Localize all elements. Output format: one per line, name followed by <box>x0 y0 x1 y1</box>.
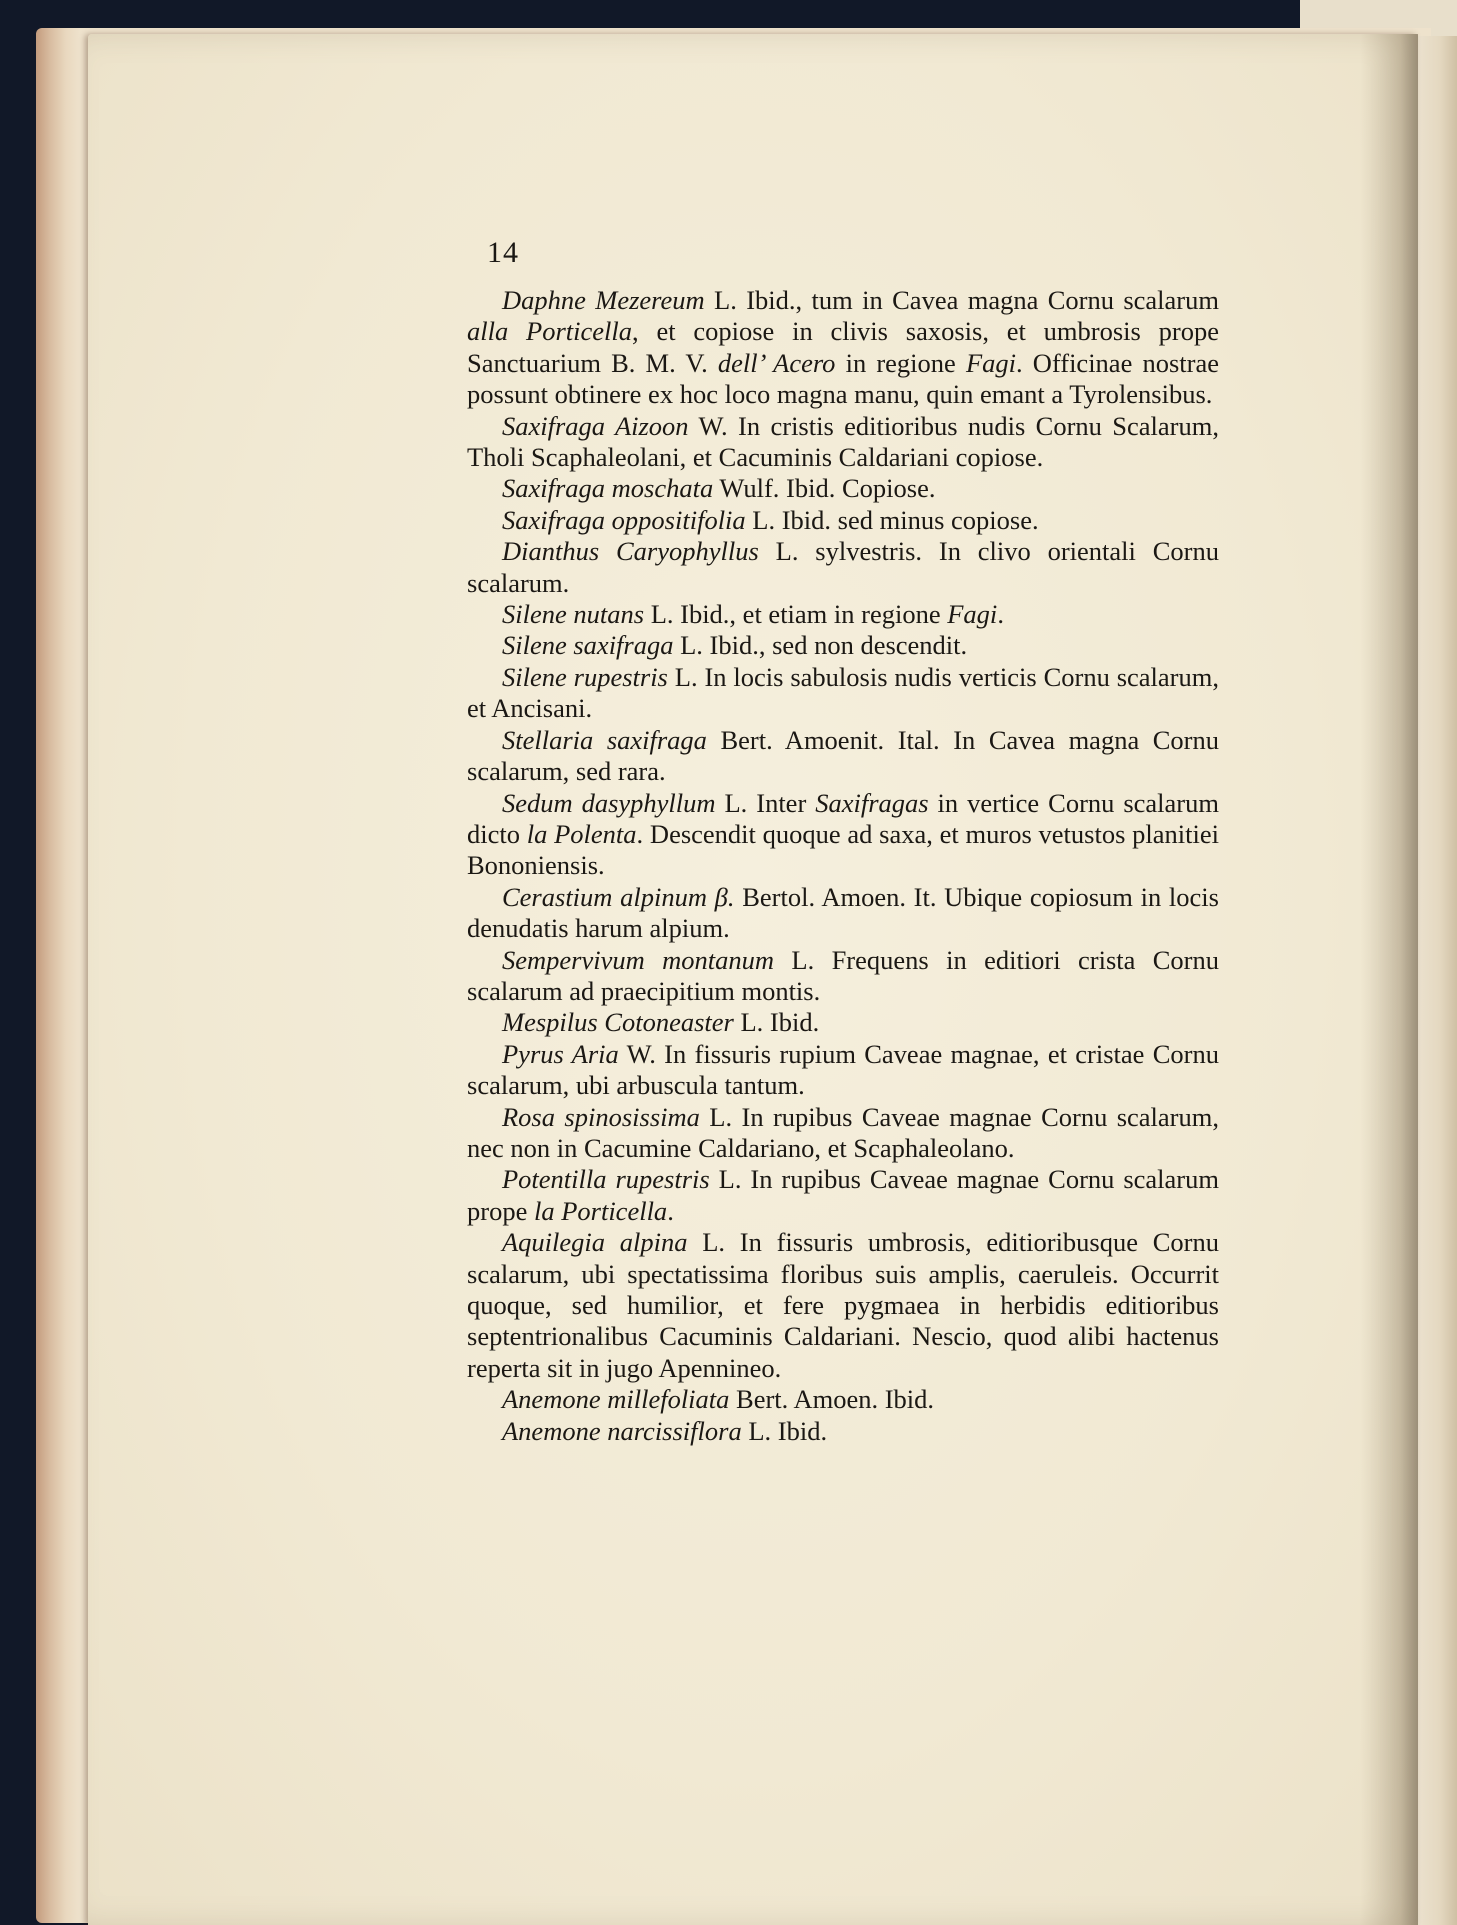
species-name: Saxifraga moschata <box>502 473 714 504</box>
species-list <box>467 285 1219 1447</box>
species-name: Rosa spinosissima <box>502 1101 700 1132</box>
list-item: Silene rupestris L. In locis sabulosis nudis verticis Cornu scalarum, et Ancisani. <box>467 661 1219 724</box>
list-item: Dianthus Caryophyllus L. sylvestris. In clivo orientali Cornu scalarum. <box>467 536 1219 598</box>
species-name: Mespilus Cotoneaster <box>502 1007 734 1038</box>
list-item: Sedum dasyphyllum L. Inter Saxifragas in vertice Cornu scalarum dicto la Polenta. Descendit quoque ad saxa, et muros vetustos planitiei Bononiensis. <box>467 787 1219 881</box>
list-item: Sempervivum montanum L. Frequens in editiori crista Cornu scalarum ad praecipitium montis. <box>467 944 1219 1006</box>
list-item: Stellaria saxifraga Bert. Amoenit. Ital. In Cavea magna Cornu scalarum, sed rara. <box>467 724 1219 787</box>
species-name: Sempervivum montanum <box>502 944 775 975</box>
species-name: Dianthus Caryophyllus <box>502 536 759 567</box>
species-name: Stellaria saxifraga <box>502 724 707 755</box>
species-name: Silene nutans <box>502 599 645 630</box>
species-name: Potentilla rupestris <box>502 1164 710 1195</box>
list-item: Potentilla rupestris L. In rupibus Caveae magnae Cornu scalarum prope la Porticella. <box>467 1164 1219 1226</box>
list-item: Cerastium alpinum β. Bertol. Amoen. It. Ubique copiosum in locis denudatis harum alpium. <box>467 881 1219 944</box>
list-item: Daphne Mezereum L. Ibid., tum in Cavea magna Cornu scalarum alla Porticella, et copiose in clivis saxosis, et umbrosis prope Sanctuarium B. M. V. dell’ Acero in regione Fagi. Officinae nostrae possunt obtinere ex hoc loco magna manu, quin emant a Tyrolensibus. <box>467 285 1219 410</box>
species-name: Anemone millefoliata <box>502 1384 730 1415</box>
list-item: Saxifraga oppositifolia L. Ibid. sed minus copiose. <box>502 504 1039 535</box>
list-item: Silene nutans L. Ibid., et etiam in regione Fagi. <box>502 599 1004 630</box>
gutter-shadow <box>1360 34 1418 1925</box>
species-name: Daphne Mezereum <box>502 285 705 315</box>
species-name: Anemone narcissiflora <box>502 1415 742 1446</box>
species-name: Sedum dasyphyllum <box>502 787 716 818</box>
species-name: Saxifraga oppositifolia <box>502 504 746 535</box>
species-name: Silene rupestris <box>502 661 668 692</box>
list-item: Silene saxifraga L. Ibid., sed non descendit. <box>502 630 968 661</box>
species-name: Pyrus Aria <box>502 1038 619 1069</box>
list-item: Rosa spinosissima L. In rupibus Caveae magnae Cornu scalarum, nec non in Cacumine Caldariano, et Scaphaleolano. <box>467 1101 1219 1163</box>
list-item: Pyrus Aria W. In fissuris rupium Caveae magnae, et cristae Cornu scalarum, ubi arbuscula tantum. <box>467 1038 1219 1101</box>
species-name: Cerastium alpinum β. <box>502 881 735 912</box>
list-item: Anemone millefoliata Bert. Amoen. Ibid. <box>502 1384 935 1415</box>
list-item: Mespilus Cotoneaster L. Ibid. <box>502 1007 820 1038</box>
species-name: Saxifraga Aizoon <box>502 410 689 441</box>
species-name: Silene saxifraga <box>502 630 674 661</box>
list-item: Anemone narcissiflora L. Ibid. <box>502 1415 828 1446</box>
list-item: Saxifraga moschata Wulf. Ibid. Copiose. <box>502 473 936 504</box>
list-item: Saxifraga Aizoon W. In cristis editioribus nudis Cornu Scalarum, Tholi Scaphaleolani, et Cacuminis Caldariani copiose. <box>467 410 1219 473</box>
list-item: Aquilegia alpina L. In fissuris umbrosis, editioribusque Cornu scalarum, ubi spectatissima floribus suis amplis, caeruleis. Occurrit quoque, sed humilior, et fere pygmaea in herbidis editioribus septentrionalibus Cacuminis Caldariani. Nescio, quod alibi hactenus reperta sit in jugo Apennineo. <box>467 1227 1219 1383</box>
species-name: Aquilegia alpina <box>502 1227 688 1258</box>
page-number: 14 <box>487 236 519 269</box>
